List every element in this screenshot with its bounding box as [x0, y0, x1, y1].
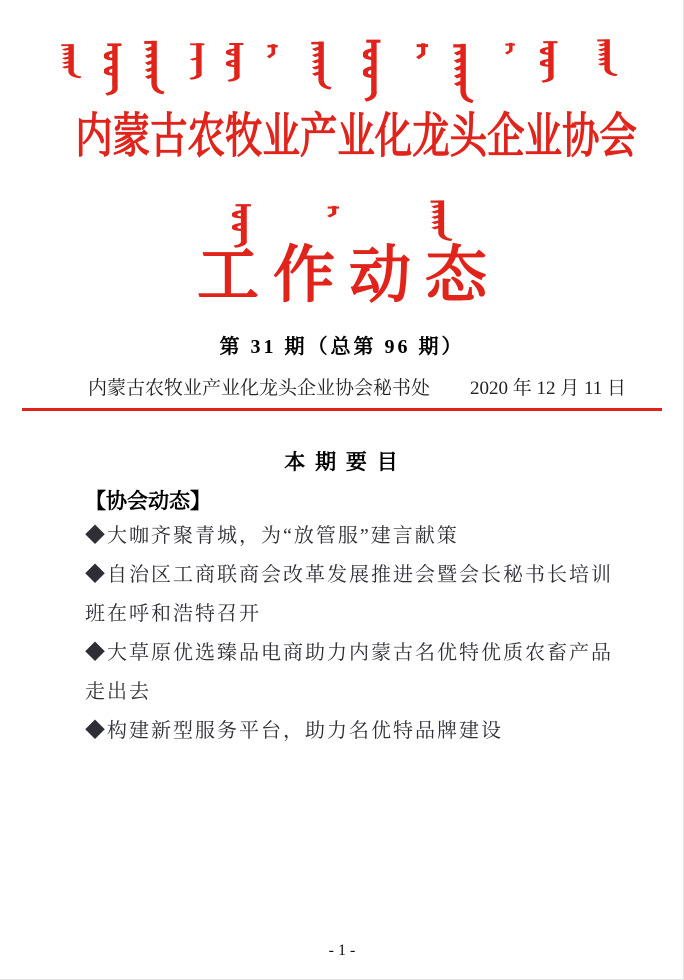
mongolian-word-icon [326, 205, 344, 218]
mongolian-word-icon [415, 42, 433, 60]
mongolian-word-icon [504, 42, 519, 55]
mongolian-word-icon [450, 42, 474, 106]
toc-item-list [85, 517, 630, 751]
mongolian-word-icon [141, 39, 165, 97]
mongolian-word-icon [104, 42, 128, 96]
toc-item-line: 班在呼和浩特召开 [85, 603, 261, 625]
toc-heading: 本 期 要 目 [284, 451, 400, 474]
toc-item-line: 走出去 [85, 681, 151, 703]
publisher: 内蒙古农牧业产业化龙头企业协会秘书处 [88, 378, 431, 399]
org-title: 内蒙古农牧业产业化龙头企业协会 [75, 110, 637, 163]
mongolian-word-icon [594, 38, 618, 78]
page-footer [0, 942, 684, 960]
mongolian-word-icon [540, 40, 564, 83]
mongolian-word-icon [226, 42, 250, 82]
toc-item-line: ◆构建新型服务平台，助力名优特品牌建设 [85, 720, 503, 742]
toc-item-line: ◆大草原优选臻品电商助力内蒙古名优特优质农畜产品 [85, 642, 613, 664]
bulletin-title: 工作动态 [196, 242, 501, 310]
mongolian-word-icon [266, 43, 282, 59]
toc-section-label: 【协会动态】 [85, 490, 211, 513]
toc-item-line: ◆大咖齐聚青城，为“放管服”建言献策 [85, 525, 459, 547]
mongolian-word-icon [188, 42, 212, 80]
publish-date: 2020 年 12 月 11 日 [469, 378, 626, 399]
mongolian-word-icon [58, 43, 82, 80]
mongolian-word-icon [363, 38, 387, 102]
mongolian-word-icon [427, 199, 453, 243]
issue-line: 第 31 期（总第 96 期） [219, 336, 465, 358]
publisher-row [88, 373, 626, 400]
mongolian-word-icon [308, 40, 332, 92]
page-number: - 1 - [328, 942, 356, 959]
toc-item-line: ◆自治区工商联商会改革发展推进会暨会长秘书长培训 [85, 564, 613, 586]
divider-rule [22, 408, 662, 411]
